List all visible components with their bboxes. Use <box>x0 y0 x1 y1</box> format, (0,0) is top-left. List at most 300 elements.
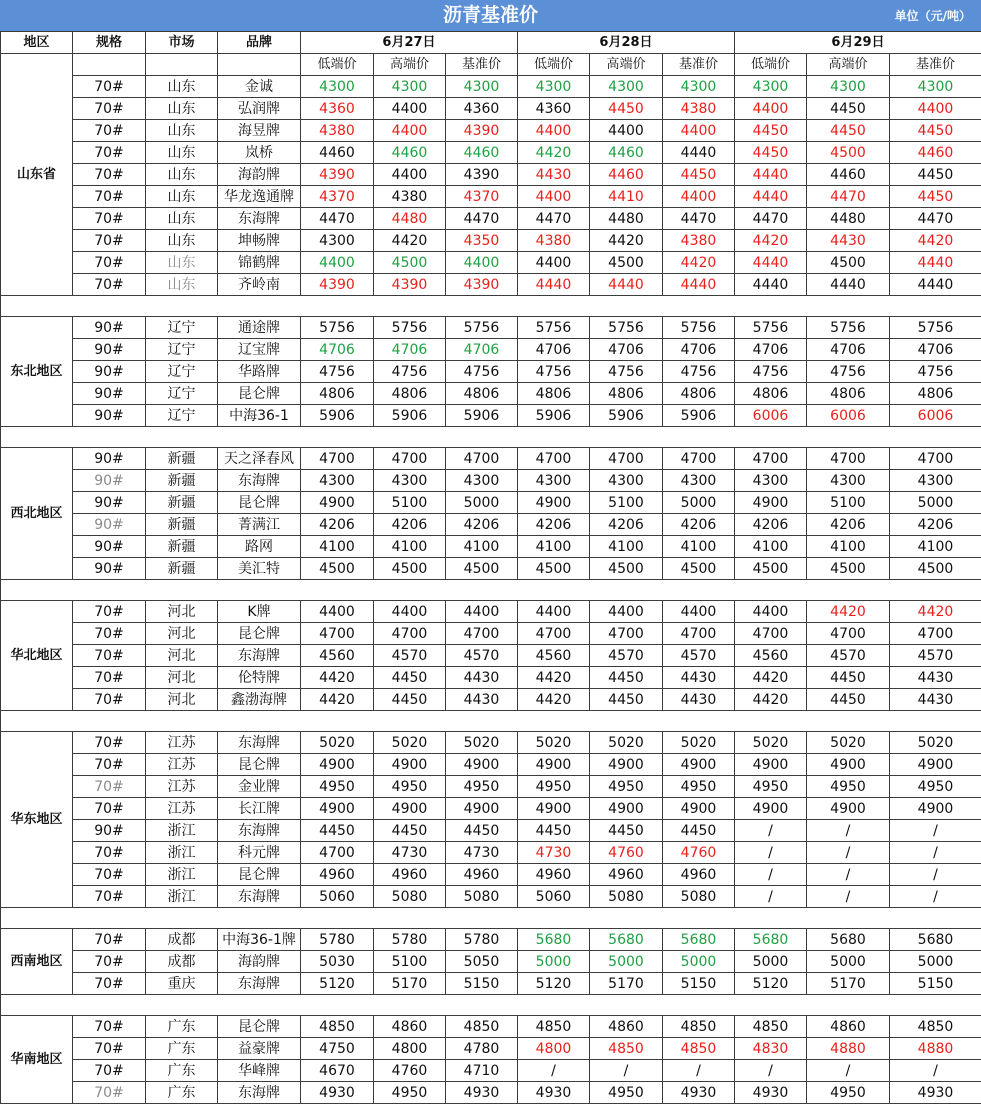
price-cell: 5680 <box>890 929 981 951</box>
price-cell: 4300 <box>735 76 807 98</box>
brand-cell: 辽宝牌 <box>218 339 301 361</box>
table-row <box>1 274 981 296</box>
price-cell: 4460 <box>590 142 663 164</box>
price-cell: 4730 <box>446 842 518 864</box>
price-cell: 4430 <box>446 667 518 689</box>
price-cell: 4400 <box>301 252 374 274</box>
price-cell: 4206 <box>663 514 735 536</box>
market-cell: 广东 <box>146 1082 218 1104</box>
price-cell: 5906 <box>301 405 374 427</box>
price-cell: 4900 <box>518 754 590 776</box>
price-cell: 5170 <box>807 973 890 995</box>
price-cell: 5756 <box>301 317 374 339</box>
price-cell: 4460 <box>301 142 374 164</box>
price-cell: 4100 <box>663 536 735 558</box>
price-cell: 4806 <box>301 383 374 405</box>
price-cell: 4706 <box>735 339 807 361</box>
price-cell: 5060 <box>518 886 590 908</box>
price-cell: 4470 <box>518 208 590 230</box>
market-cell: 新疆 <box>146 492 218 514</box>
price-cell: 4860 <box>374 1016 446 1038</box>
table-row <box>1 1016 981 1038</box>
price-cell: 5150 <box>890 973 981 995</box>
price-cell: 4706 <box>890 339 981 361</box>
price-cell: 4900 <box>518 492 590 514</box>
price-cell: 4450 <box>663 820 735 842</box>
price-cell: 4800 <box>374 1038 446 1060</box>
spec-cell: 70# <box>73 689 146 711</box>
market-cell: 浙江 <box>146 864 218 886</box>
table-row <box>1 470 981 492</box>
spec-cell: 70# <box>73 98 146 120</box>
price-cell: 4400 <box>374 98 446 120</box>
price-cell: 5000 <box>663 951 735 973</box>
market-cell: 山东 <box>146 230 218 252</box>
price-cell: 4460 <box>374 142 446 164</box>
brand-cell: 海韵牌 <box>218 164 301 186</box>
price-cell: 5756 <box>890 317 981 339</box>
market-cell: 成都 <box>146 951 218 973</box>
price-cell: 4850 <box>446 1016 518 1038</box>
price-cell: 4420 <box>735 230 807 252</box>
table-row <box>1 886 981 908</box>
table-row <box>1 514 981 536</box>
price-cell: 5100 <box>374 951 446 973</box>
price-cell: 5756 <box>663 317 735 339</box>
price-cell: 4440 <box>735 164 807 186</box>
header-row <box>1 32 981 54</box>
price-cell: 4360 <box>446 98 518 120</box>
price-cell: 4960 <box>374 864 446 886</box>
price-cell: 4400 <box>518 601 590 623</box>
separator-cell <box>1 711 981 732</box>
price-cell: 4700 <box>663 623 735 645</box>
spec-cell: 70# <box>73 142 146 164</box>
price-cell: 4950 <box>518 776 590 798</box>
table-row <box>1 951 981 973</box>
price-cell: 4756 <box>890 361 981 383</box>
price-cell: 5906 <box>446 405 518 427</box>
spec-cell: 70# <box>73 864 146 886</box>
price-cell: 4470 <box>446 208 518 230</box>
price-cell: 4500 <box>590 252 663 274</box>
spec-cell: 70# <box>73 842 146 864</box>
price-cell: 4700 <box>301 623 374 645</box>
price-cell: 5080 <box>590 886 663 908</box>
price-cell: 4500 <box>374 558 446 580</box>
price-cell: 4806 <box>663 383 735 405</box>
table-row <box>1 361 981 383</box>
price-cell: 4900 <box>890 754 981 776</box>
price-cell: 4206 <box>890 514 981 536</box>
price-cell: 4900 <box>590 754 663 776</box>
price-cell: 4950 <box>590 1082 663 1104</box>
price-cell: 4806 <box>374 383 446 405</box>
price-cell: 4400 <box>735 601 807 623</box>
price-cell: 5020 <box>890 732 981 754</box>
table-row <box>1 558 981 580</box>
price-cell: 4450 <box>590 820 663 842</box>
price-cell: 5020 <box>301 732 374 754</box>
price-cell: 5680 <box>807 929 890 951</box>
price-col-header: 低端价 <box>518 54 590 76</box>
price-col-header: 高端价 <box>374 54 446 76</box>
price-cell: 4480 <box>590 208 663 230</box>
price-cell: 5120 <box>735 973 807 995</box>
price-cell: 4900 <box>518 798 590 820</box>
price-cell: 4206 <box>735 514 807 536</box>
brand-cell: 昆仑牌 <box>218 1016 301 1038</box>
price-cell: 5020 <box>663 732 735 754</box>
market-cell: 河北 <box>146 667 218 689</box>
price-cell: 4450 <box>735 120 807 142</box>
market-cell: 江苏 <box>146 798 218 820</box>
price-cell: 5000 <box>518 951 590 973</box>
price-cell: / <box>807 842 890 864</box>
table-row <box>1 601 981 623</box>
price-cell: / <box>807 820 890 842</box>
price-cell: 4756 <box>446 361 518 383</box>
price-cell: 4360 <box>518 98 590 120</box>
price-cell: 4400 <box>663 120 735 142</box>
price-cell: 4450 <box>663 164 735 186</box>
price-cell: 5080 <box>446 886 518 908</box>
market-cell: 广东 <box>146 1016 218 1038</box>
price-cell: 4760 <box>663 842 735 864</box>
price-cell: 4850 <box>590 1038 663 1060</box>
price-cell: 4450 <box>301 820 374 842</box>
price-cell: 4300 <box>890 470 981 492</box>
price-cell: 5680 <box>663 929 735 951</box>
price-cell: 4430 <box>890 689 981 711</box>
spec-cell: 70# <box>73 886 146 908</box>
price-cell: 4470 <box>890 208 981 230</box>
price-cell: 5020 <box>807 732 890 754</box>
price-cell: 4380 <box>301 120 374 142</box>
brand-cell: 华龙逸通牌 <box>218 186 301 208</box>
spec-cell: 70# <box>73 186 146 208</box>
table-row <box>1 98 981 120</box>
price-cell: 5000 <box>663 492 735 514</box>
price-cell: 4900 <box>301 754 374 776</box>
price-cell: 5150 <box>663 973 735 995</box>
header-date-1: 6月27日 <box>301 32 518 54</box>
price-cell: 4440 <box>735 252 807 274</box>
price-cell: 4900 <box>446 798 518 820</box>
price-cell: 4560 <box>518 645 590 667</box>
price-cell: 4440 <box>807 274 890 296</box>
price-cell: 4420 <box>518 689 590 711</box>
spec-cell: 70# <box>73 667 146 689</box>
price-cell: 4706 <box>807 339 890 361</box>
table-row <box>1 536 981 558</box>
price-cell: 5780 <box>446 929 518 951</box>
price-cell: 4390 <box>446 274 518 296</box>
spec-cell: 70# <box>73 1060 146 1082</box>
price-cell: 5080 <box>663 886 735 908</box>
price-cell: 4850 <box>735 1016 807 1038</box>
price-cell: 4300 <box>590 76 663 98</box>
price-cell: 4850 <box>890 1016 981 1038</box>
brand-cell: 海昱牌 <box>218 120 301 142</box>
market-cell: 河北 <box>146 689 218 711</box>
spec-cell: 70# <box>73 1016 146 1038</box>
price-cell: 4850 <box>518 1016 590 1038</box>
price-cell: 4420 <box>518 667 590 689</box>
price-cell: 4450 <box>446 820 518 842</box>
price-cell: 5906 <box>374 405 446 427</box>
price-cell: 4450 <box>890 164 981 186</box>
price-cell: 4756 <box>518 361 590 383</box>
price-cell: 4300 <box>518 470 590 492</box>
price-cell: 4400 <box>374 601 446 623</box>
price-cell: 5000 <box>735 951 807 973</box>
price-cell: 4440 <box>735 186 807 208</box>
price-cell: 4960 <box>663 864 735 886</box>
price-cell: 4750 <box>301 1038 374 1060</box>
price-cell: 4950 <box>374 776 446 798</box>
market-cell: 成都 <box>146 929 218 951</box>
price-cell: 4300 <box>663 76 735 98</box>
subheader-row <box>1 54 981 76</box>
market-cell: 河北 <box>146 623 218 645</box>
price-cell: 4300 <box>446 76 518 98</box>
market-cell: 辽宁 <box>146 317 218 339</box>
price-cell: 4850 <box>663 1016 735 1038</box>
market-cell: 河北 <box>146 601 218 623</box>
unit-label: 单位（元/吨） <box>894 9 971 23</box>
price-cell: 4400 <box>518 120 590 142</box>
price-cell: 4410 <box>590 186 663 208</box>
price-cell: 4206 <box>446 514 518 536</box>
separator-row <box>1 995 981 1016</box>
spec-cell: 70# <box>73 645 146 667</box>
price-cell: 5780 <box>374 929 446 951</box>
price-cell: 4400 <box>518 186 590 208</box>
price-cell: 5680 <box>590 929 663 951</box>
price-cell: / <box>518 1060 590 1082</box>
separator-row <box>1 427 981 448</box>
market-cell: 重庆 <box>146 973 218 995</box>
price-cell: 4670 <box>301 1060 374 1082</box>
price-cell: 4500 <box>374 252 446 274</box>
price-cell: 4100 <box>446 536 518 558</box>
price-cell: / <box>890 1060 981 1082</box>
price-cell: 4390 <box>446 164 518 186</box>
price-cell: 4420 <box>735 689 807 711</box>
price-cell: 4700 <box>518 448 590 470</box>
brand-cell: 东海牌 <box>218 886 301 908</box>
table-row <box>1 645 981 667</box>
spec-cell: 70# <box>73 776 146 798</box>
market-cell: 新疆 <box>146 470 218 492</box>
market-cell: 山东 <box>146 186 218 208</box>
spec-cell: 70# <box>73 120 146 142</box>
table-row <box>1 405 981 427</box>
price-cell: 4430 <box>807 230 890 252</box>
price-cell: 4700 <box>446 448 518 470</box>
price-cell: 4300 <box>518 76 590 98</box>
price-cell: 6006 <box>735 405 807 427</box>
price-cell: 4100 <box>518 536 590 558</box>
brand-cell: 岚桥 <box>218 142 301 164</box>
table-row <box>1 667 981 689</box>
price-cell: 4950 <box>735 776 807 798</box>
price-cell: 4806 <box>807 383 890 405</box>
price-col-header: 基准价 <box>663 54 735 76</box>
price-cell: / <box>890 864 981 886</box>
price-cell: / <box>735 1060 807 1082</box>
price-cell: 4420 <box>301 667 374 689</box>
brand-cell: 昆仑牌 <box>218 864 301 886</box>
price-cell: / <box>890 820 981 842</box>
price-cell: 4400 <box>663 186 735 208</box>
price-cell: 4450 <box>374 820 446 842</box>
separator-row <box>1 711 981 732</box>
price-cell: 4950 <box>890 776 981 798</box>
table-row <box>1 929 981 951</box>
price-cell: 4700 <box>890 448 981 470</box>
table-row <box>1 776 981 798</box>
price-cell: 4900 <box>301 798 374 820</box>
price-cell: 5120 <box>301 973 374 995</box>
price-cell: 4440 <box>518 274 590 296</box>
price-cell: 4300 <box>807 470 890 492</box>
price-cell: / <box>807 886 890 908</box>
price-cell: 5906 <box>663 405 735 427</box>
table-row <box>1 973 981 995</box>
price-cell: 4930 <box>518 1082 590 1104</box>
price-cell: 5780 <box>301 929 374 951</box>
price-cell: 4370 <box>301 186 374 208</box>
brand-cell: K牌 <box>218 601 301 623</box>
price-cell: 5050 <box>446 951 518 973</box>
table-row <box>1 120 981 142</box>
price-cell: / <box>807 1060 890 1082</box>
price-cell: 5020 <box>590 732 663 754</box>
price-col-header: 基准价 <box>446 54 518 76</box>
region-cell: 华南地区 <box>1 1016 73 1104</box>
separator-cell <box>1 995 981 1016</box>
spec-cell: 70# <box>73 732 146 754</box>
market-cell: 江苏 <box>146 776 218 798</box>
price-cell: 4570 <box>590 645 663 667</box>
market-cell: 广东 <box>146 1038 218 1060</box>
price-cell: 4706 <box>301 339 374 361</box>
region-cell: 西南地区 <box>1 929 73 995</box>
price-cell: 4900 <box>446 754 518 776</box>
price-cell: 4430 <box>663 667 735 689</box>
price-cell: 4100 <box>807 536 890 558</box>
brand-cell: 中海36-1牌 <box>218 929 301 951</box>
price-cell: 4560 <box>735 645 807 667</box>
price-cell: 4706 <box>590 339 663 361</box>
price-cell: 4500 <box>807 558 890 580</box>
price-cell: 4460 <box>890 142 981 164</box>
table-row <box>1 186 981 208</box>
price-cell: 4960 <box>301 864 374 886</box>
price-cell: 6006 <box>890 405 981 427</box>
price-cell: 4420 <box>590 230 663 252</box>
price-cell: 4900 <box>735 754 807 776</box>
market-cell: 山东 <box>146 120 218 142</box>
price-cell: 4400 <box>590 601 663 623</box>
price-cell: 4440 <box>890 274 981 296</box>
price-cell: 4300 <box>446 470 518 492</box>
price-cell: 4300 <box>735 470 807 492</box>
table-row <box>1 732 981 754</box>
price-cell: 4900 <box>663 754 735 776</box>
spec-cell: 70# <box>73 274 146 296</box>
price-cell: 4400 <box>735 98 807 120</box>
price-cell: 4480 <box>807 208 890 230</box>
market-cell: 河北 <box>146 645 218 667</box>
brand-cell: 美汇特 <box>218 558 301 580</box>
price-cell: 5756 <box>590 317 663 339</box>
price-cell: 4300 <box>301 230 374 252</box>
price-cell: 5120 <box>518 973 590 995</box>
price-cell: 4500 <box>807 142 890 164</box>
brand-cell: 东海牌 <box>218 732 301 754</box>
table-row <box>1 1038 981 1060</box>
price-cell: 4570 <box>890 645 981 667</box>
price-cell: 5000 <box>590 951 663 973</box>
table-row <box>1 492 981 514</box>
market-cell: 新疆 <box>146 514 218 536</box>
price-cell: 4570 <box>446 645 518 667</box>
price-cell: 5756 <box>807 317 890 339</box>
header-brand: 品牌 <box>218 32 301 54</box>
price-cell: 4450 <box>807 98 890 120</box>
market-cell: 山东 <box>146 164 218 186</box>
brand-cell: 科元牌 <box>218 842 301 864</box>
price-cell: 4206 <box>374 514 446 536</box>
price-cell: 4900 <box>735 492 807 514</box>
region-cell: 山东省 <box>1 54 73 296</box>
spec-cell: 90# <box>73 558 146 580</box>
price-cell: 4100 <box>301 536 374 558</box>
price-cell: 5150 <box>446 973 518 995</box>
price-cell: 4206 <box>301 514 374 536</box>
price-cell: 4756 <box>301 361 374 383</box>
price-cell: 4930 <box>890 1082 981 1104</box>
price-cell: 4900 <box>374 798 446 820</box>
price-cell: 4450 <box>518 820 590 842</box>
price-cell: 5756 <box>374 317 446 339</box>
brand-cell: 天之泽春风 <box>218 448 301 470</box>
price-cell: 4470 <box>663 208 735 230</box>
price-cell: 4400 <box>374 164 446 186</box>
price-cell: 5170 <box>374 973 446 995</box>
price-cell: 4450 <box>374 689 446 711</box>
price-cell: / <box>663 1060 735 1082</box>
price-cell: 4420 <box>374 230 446 252</box>
market-cell: 新疆 <box>146 536 218 558</box>
price-cell: 4400 <box>518 252 590 274</box>
spec-cell: 90# <box>73 448 146 470</box>
price-cell: 4900 <box>663 798 735 820</box>
spec-cell: 90# <box>73 492 146 514</box>
price-cell: 4450 <box>590 667 663 689</box>
price-cell: 4420 <box>735 667 807 689</box>
table-row <box>1 798 981 820</box>
price-cell: 4420 <box>890 230 981 252</box>
price-cell: 5020 <box>374 732 446 754</box>
price-cell: / <box>735 864 807 886</box>
price-cell: 4930 <box>663 1082 735 1104</box>
brand-cell: 伦特牌 <box>218 667 301 689</box>
table-row <box>1 842 981 864</box>
